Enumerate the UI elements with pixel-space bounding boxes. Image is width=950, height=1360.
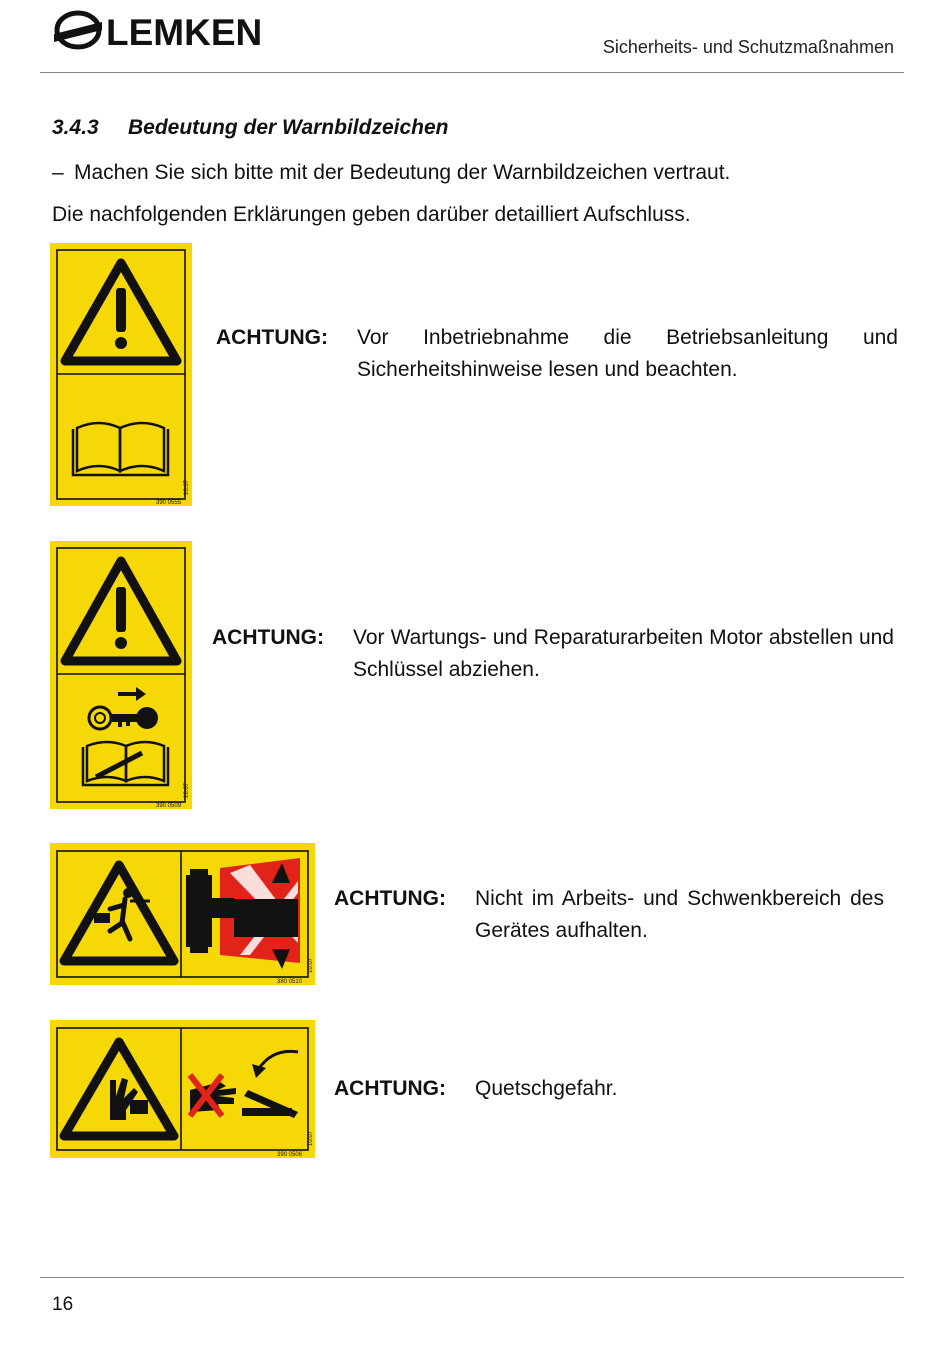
- warning-label-2: [50, 541, 192, 809]
- no-hand-folding-icon: [190, 1051, 298, 1118]
- intro-text-2: Die nachfolgenden Erklärungen geben darüber detailliert Aufschluss.: [52, 203, 691, 226]
- intro-bullet: [52, 160, 730, 186]
- warning-keyword: ACHTUNG:: [212, 626, 324, 649]
- chapter-title: Sicherheits- und Schutzmaßnahmen: [602, 37, 894, 57]
- crush-hazard-triangle-icon: [64, 865, 174, 961]
- section-title: Bedeutung der Warnbildzeichen: [128, 116, 449, 139]
- intro-text-1: Machen Sie sich bitte mit der Bedeutung der Warnbildzeichen vertraut.: [74, 161, 731, 184]
- warning-triangle-icon: [65, 561, 177, 661]
- key-removal-icon: [89, 687, 158, 729]
- warning-label-4: [50, 1020, 315, 1158]
- service-manual-icon: [83, 742, 168, 785]
- section-number: 3.4.3: [52, 116, 99, 139]
- label-code: 390 0506: [277, 1152, 303, 1158]
- label-code: 380 0510: [277, 979, 303, 985]
- label-date: 10.07: [308, 1130, 314, 1146]
- lemken-logo: [52, 8, 312, 60]
- brand-wordmark: LEMKEN: [106, 12, 263, 53]
- header-divider: [40, 72, 904, 73]
- bullet-dash: –: [52, 161, 64, 184]
- section-heading: [52, 116, 448, 140]
- page-number: 16: [52, 1294, 74, 1315]
- label-date: 10.07: [184, 782, 190, 798]
- warning-triangle-icon: [65, 263, 177, 361]
- label-date: 10.07: [308, 957, 314, 973]
- warning-label-3: [50, 843, 315, 985]
- hand-crush-triangle-icon: [64, 1042, 174, 1136]
- label-code: 390 0509: [156, 803, 182, 809]
- warning-keyword: ACHTUNG:: [216, 326, 328, 349]
- label-code: 390 0555: [156, 500, 182, 506]
- warning-description: Vor Wartungs- und Reparaturarbeiten Motor abstellen und Schlüssel abziehen.: [353, 626, 894, 681]
- warning-keyword: ACHTUNG:: [334, 887, 446, 910]
- lemken-emblem-icon: [54, 13, 102, 47]
- manual-book-icon: [73, 423, 168, 475]
- footer-divider: [40, 1277, 904, 1278]
- swing-area-icon: [186, 858, 300, 969]
- warning-keyword: ACHTUNG:: [334, 1077, 446, 1100]
- warning-description: Vor Inbetriebnahme die Betriebsanleitung und Sicherheitshinweise lesen und beachten.: [357, 326, 898, 381]
- warning-description: Quetschgefahr.: [475, 1077, 618, 1100]
- warning-label-1: [50, 243, 192, 506]
- label-date: 10.07: [184, 479, 190, 495]
- warning-description: Nicht im Arbeits- und Schwenkbereich des Gerätes aufhalten.: [475, 887, 884, 942]
